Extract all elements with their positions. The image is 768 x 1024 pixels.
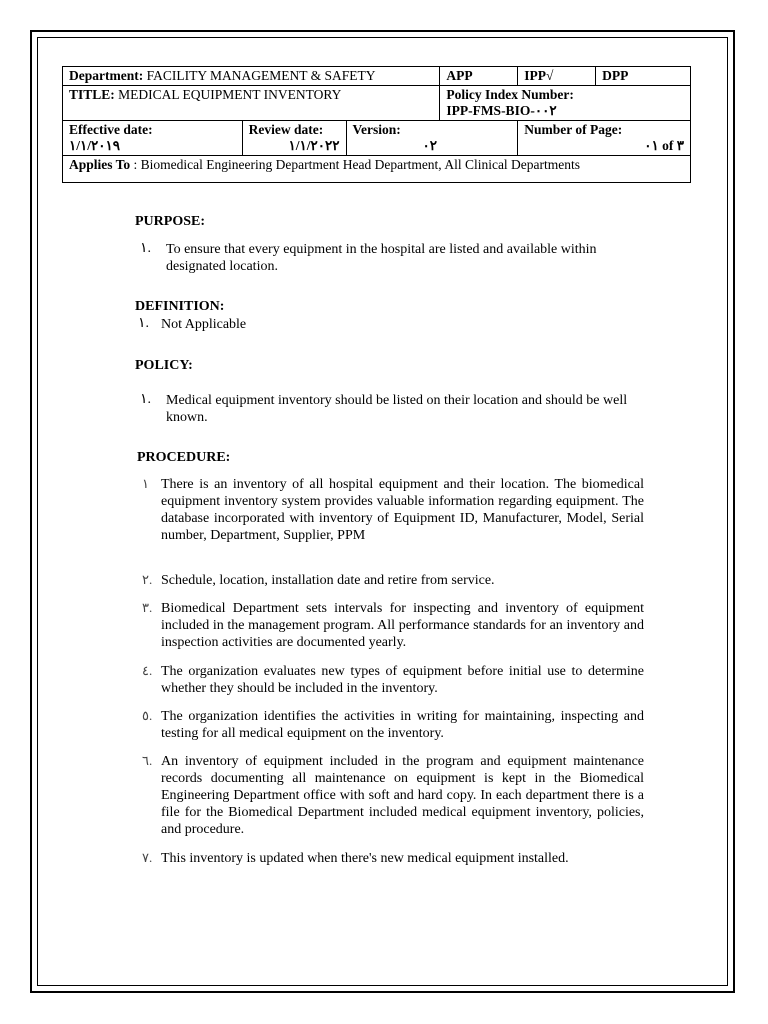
procedure-item-number: ٢.	[142, 572, 153, 587]
title-cell	[63, 86, 440, 121]
policy-index-cell	[440, 86, 691, 121]
page-number-cell	[518, 121, 691, 156]
department-value: FACILITY MANAGEMENT & SAFETY	[146, 68, 376, 83]
department-label: Department:	[69, 68, 144, 83]
app-cell: APP	[440, 67, 518, 86]
applies-to-cell	[63, 156, 691, 183]
procedure-item-number: ١	[142, 476, 149, 491]
purpose-item-number: ١.	[140, 241, 152, 256]
definition-item-number: ١.	[138, 316, 150, 331]
definition-heading: DEFINITION:	[135, 299, 225, 314]
dpp-cell: DPP	[596, 67, 691, 86]
page-of: of	[662, 138, 674, 153]
procedure-item-number: ٧.	[142, 850, 153, 865]
page-current: ٠١	[644, 138, 659, 153]
applies-to-value: : Biomedical Engineering Department Head Department, All Clinical Departments	[133, 157, 581, 172]
review-date-value: ١/١/٢٠٢٢	[288, 138, 340, 153]
effective-date-value: ١/١/٢٠١٩	[69, 138, 121, 153]
page-total: ٣	[676, 138, 684, 153]
procedure-heading: PROCEDURE:	[137, 450, 231, 465]
policy-item-number: ١.	[140, 392, 152, 407]
policy-item-text: Medical equipment inventory should be listed on their location and should be well known.	[166, 393, 628, 425]
effective-date-cell	[63, 121, 243, 156]
department-cell	[63, 67, 440, 86]
ipp-cell: IPP√	[518, 67, 596, 86]
effective-date-label: Effective date:	[69, 122, 153, 137]
procedure-item-number: ٣.	[142, 600, 153, 615]
version-value: ٠٢	[422, 138, 438, 153]
procedure-item-number: ٦.	[142, 753, 153, 768]
purpose-heading: PURPOSE:	[135, 214, 205, 229]
policy-index-label: Policy Index Number:	[446, 87, 574, 102]
policy-heading: POLICY:	[135, 358, 193, 373]
procedure-item-text: This inventory is updated when there's new medical equipment installed.	[161, 851, 569, 866]
version-cell	[346, 121, 518, 156]
title-label: TITLE:	[69, 87, 115, 102]
procedure-item-text: The organization evaluates new types of equipment before initial use to determine whether they should be included in the inventory.	[161, 664, 644, 696]
procedure-item-text: There is an inventory of all hospital equipment and their location. The biomedical equipment inventory system provides valuable information regarding equipment. The database incorporated with inventory of Equipment ID, Manufacturer, Model, Serial number, Department, Supplier, PPM	[161, 477, 644, 543]
title-value: MEDICAL EQUIPMENT INVENTORY	[118, 87, 342, 102]
definition-item-text: Not Applicable	[161, 317, 247, 332]
procedure-item-number: ٥.	[142, 708, 153, 723]
purpose-item-text: To ensure that every equipment in the hospital are listed and available within designated location.	[166, 242, 597, 274]
review-date-cell	[242, 121, 346, 156]
policy-header-table	[62, 66, 691, 183]
procedure-item-text: An inventory of equipment included in the program and equipment maintenance records documenting all maintenance on equipment is kept in the Biomedical Engineering Department office with soft and hard copy. In each department there is a file for the Biomedical Department included medical equipment inventory, policies, and procedure.	[161, 754, 644, 837]
policy-index-value: IPP-FMS-BIO-٠٠٢	[446, 103, 557, 118]
page-number-label: Number of Page:	[524, 122, 623, 137]
procedure-item-text: Schedule, location, installation date and retire from service.	[161, 573, 495, 588]
review-date-label: Review date:	[248, 122, 324, 137]
procedure-item-number: ٤.	[142, 663, 153, 678]
version-label: Version:	[352, 122, 401, 137]
procedure-item-text: Biomedical Department sets intervals for inspecting and inventory of equipment included in the management program. All performance standards for an inventory and inspection activities are documented yearly.	[161, 601, 644, 650]
page-number-value	[524, 138, 684, 154]
procedure-item-text: The organization identifies the activities in writing for maintaining, inspecting and testing for all medical equipment on the inventory.	[161, 709, 644, 741]
applies-to-label: Applies To	[69, 157, 131, 172]
